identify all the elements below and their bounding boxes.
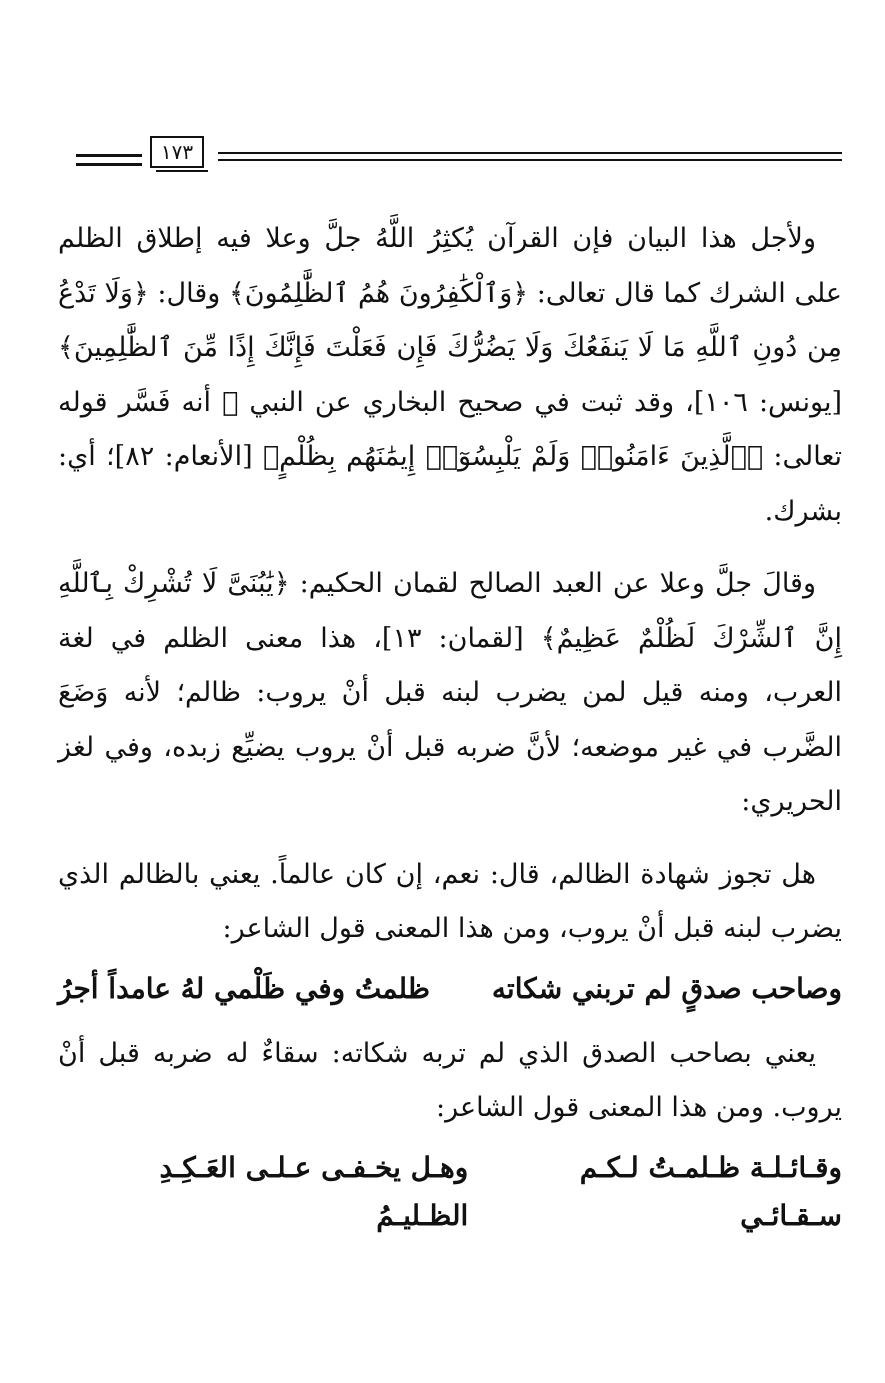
verse-first-hemistich: وصاحب صدقٍ لم تربني شكاته — [491, 971, 842, 1005]
paragraph: يعني بصاحب الصدق الذي لم تربه شكاته: سقاءٌ له ضربه قبل أنْ يروب. ومن هذا المعنى قول الشاعر: — [58, 1037, 842, 1123]
verse-second-hemistich: وهـل يخـفـى عـلـى العَـكِـدِ الظـليـمُ — [159, 1150, 469, 1232]
poetry-verse — [58, 1144, 842, 1240]
header-rule-short — [76, 154, 142, 160]
header-rule-long — [218, 152, 842, 154]
page-number: ١٧٣ — [150, 136, 204, 168]
poetry-verse — [58, 965, 842, 1013]
paragraph: ولأجل هذا البيان فإن القرآن يُكثِرُ اللَّهُ جلَّ وعلا فيه إطلاق الظلم على الشرك كما قال تعالى: ﴿وَٱلْكَٰفِرُونَ هُمُ ٱلظَّٰلِمُونَ﴾ وقال: ﴿وَلَا تَدْعُ مِن دُونِ ٱللَّهِ مَا لَا يَنفَعُكَ وَلَا يَضُرُّكَ فَإِن فَعَلْتَ فَإِنَّكَ إِذًا مِّنَ ٱلظَّٰلِمِينَ﴾ [يونس: ١٠٦]، وقد ثبت في صحيح البخاري عن النبي ﷺ أنه فَسَّر قوله تعالى: ﴿ٱلَّذِينَ ءَامَنُوا۟ وَلَمْ يَلْبِسُوٓا۟ إِيمَٰنَهُم بِظُلْمٍ﴾ [الأنعام: ٨٢]؛ أي: بشرك. — [58, 223, 842, 527]
page-header — [72, 134, 842, 178]
paragraph: هل تجوز شهادة الظالم، قال: نعم، إن كان عالماً. يعني بالظالم الذي يضرب لبنه قبل أنْ يروب، ومن هذا المعنى قول الشاعر: — [58, 858, 842, 944]
verse-second-hemistich: ظلمتُ وفي ظَلْمي لهُ عامداً أجرُ — [58, 971, 431, 1005]
page-body — [58, 212, 842, 1248]
paragraph: وقالَ جلَّ وعلا عن العبد الصالح لقمان الحكيم: ﴿يَٰبُنَىَّ لَا تُشْرِكْ بِٱللَّهِ إِنَّ ٱلشِّرْكَ لَظُلْمٌ عَظِيمٌ﴾ [لقمان: ١٣]، هذا معنى الظلم في لغة العرب، ومنه قيل لمن يضرب لبنه قبل أنْ يروب: ظالم؛ لأنه وَضَعَ الضَّرب في غير موضعه؛ لأنَّ ضربه قبل أنْ يروب يضيِّع زبده، وفي لغز الحريري: — [58, 568, 842, 817]
verse-first-hemistich: وقـائـلـة ظـلمـتُ لـكـم سـقـائـي — [579, 1150, 842, 1232]
